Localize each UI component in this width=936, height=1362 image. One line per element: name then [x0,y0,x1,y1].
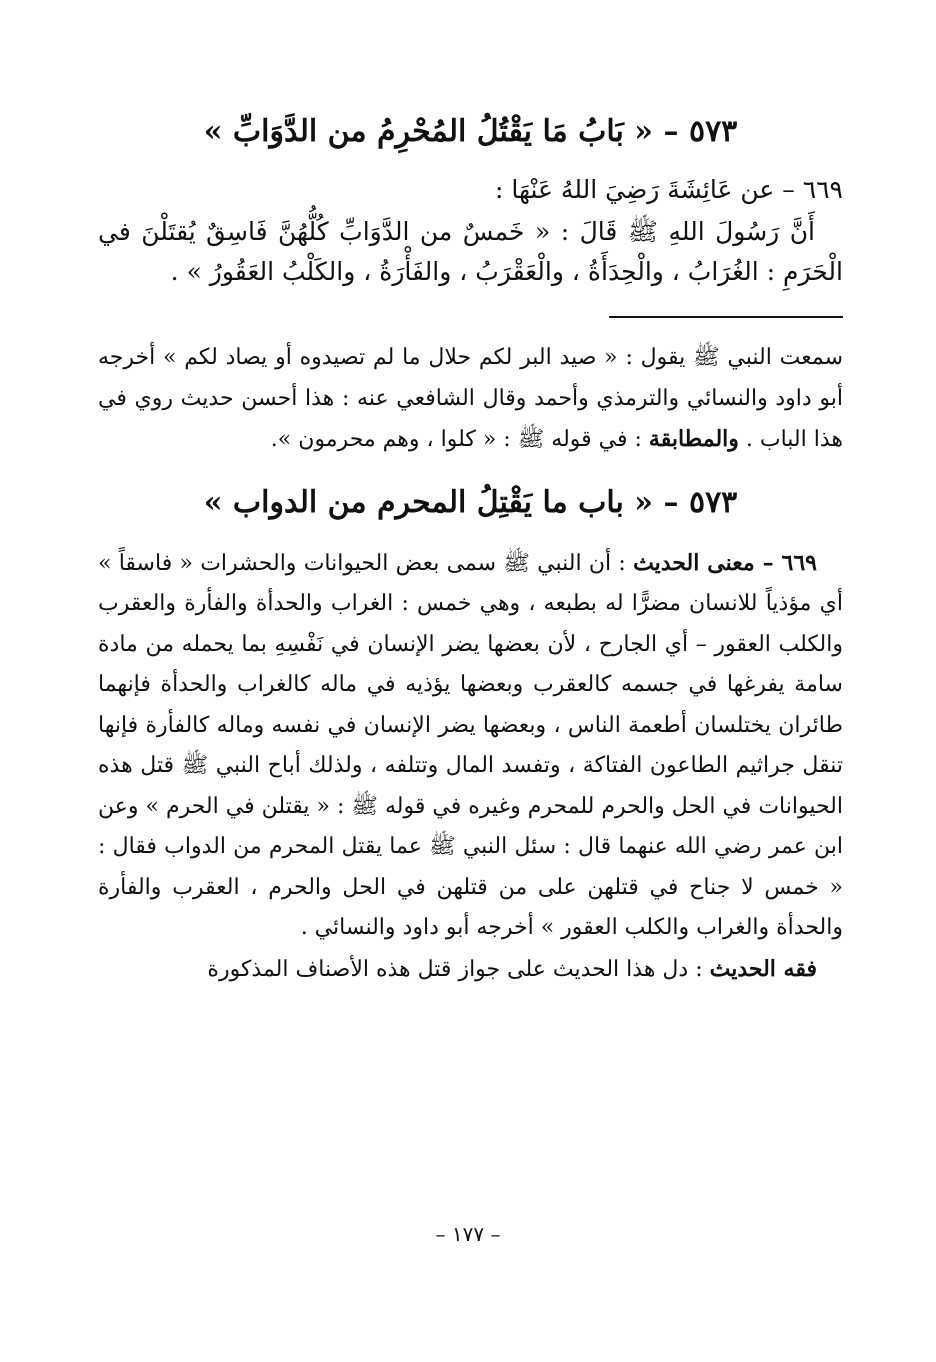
footnote-text-end: : في قوله ﷺ : « كلوا ، وهم محرمون ». [270,427,642,452]
chapter-heading-top: ٥٧٣ – « بَابُ مَا يَقْتُلُ المُحْرِمُ من الدَّوَابِّ » [203,114,738,149]
footnote-bold-label: والمطابقة [648,426,739,452]
footnote-divider [609,316,843,318]
hadith-intro: ٦٦٩ – عن عَائِشَةَ رَضِيَ اللهُ عَنْهَا : [495,175,843,204]
footnote-text: سمعت النبي ﷺ يقول : « صيد البر لكم حلال ما لم تصيدوه أو يصاد لكم » أخرجه أبو داود والنسائي والترمذي وأحمد وقال الشافعي عنه : هذا أحسن حديث روي في هذا الباب . [98,345,843,452]
meaning-paragraph [98,543,843,949]
fiqh-label: فقه الحديث [709,955,817,982]
page-number: – ١٧٧ – [435,1222,501,1246]
meaning-label: ٦٦٩ – معنى الحديث [633,549,817,576]
chapter-heading-commentary: ٥٧٣ – « باب ما يَقْتِلُ المحرم من الدواب » [203,484,738,520]
footnote [98,338,843,461]
meaning-text: : أن النبي ﷺ سمى بعض الحيوانات والحشرات « فاسقاً » أي مؤذياً للانسان مضرًّا له بطبعه ، وهي خمس : الغراب والحدأة والفأرة والعقرب والكلب العقور – أي الجارح ، لأن بعضها يضر الإنسان في نَفْسِهِ بما يحمله من مادة سامة يفرغها في جسمه كالعقرب وبعضها يؤذيه في ماله كالغراب والحدأة فإنهما طائران يختلسان أطعمة الناس ، وبعضها يضر الإنسان في نفسه وماله كالفأرة فإنها تنقل جراثيم الطاعون الفتاكة ، وتفسد المال وتتلفه ، ولذلك أباح النبي ﷺ قتل هذه الحيوانات في الحل والحرم للمحرم وغيره في قوله ﷺ : « يقتلن في الحرم » وعن ابن عمر رضي الله عنهما قال : سئل النبي ﷺ عما يقتل المحرم من الدواب فقال : « خمس لا جناح في قتلهن على من قتلهن في الحل والحرم ، العقرب والفأرة والحدأة والغراب والكلب العقور » أخرجه أبو داود والنسائي . [98,550,843,940]
fiqh-text: : دل هذا الحديث على جواز قتل هذه الأصناف المذكورة [207,956,703,982]
hadith-text: أَنَّ رَسُولَ اللهِ ﷺ قَالَ : « خَمسٌ من الدَّوَابِّ كُلُّهُنَّ فَاسِقٌ يُقتَلْنَ في الْحَرَمِ : الغُرَابُ ، والْحِدَأَةُ ، والْعَقْرَبُ ، والفَأْرَةُ ، والكَلْبُ العَقُورُ » . [98,217,843,286]
fiqh-paragraph [98,949,843,991]
page-content [98,112,843,990]
